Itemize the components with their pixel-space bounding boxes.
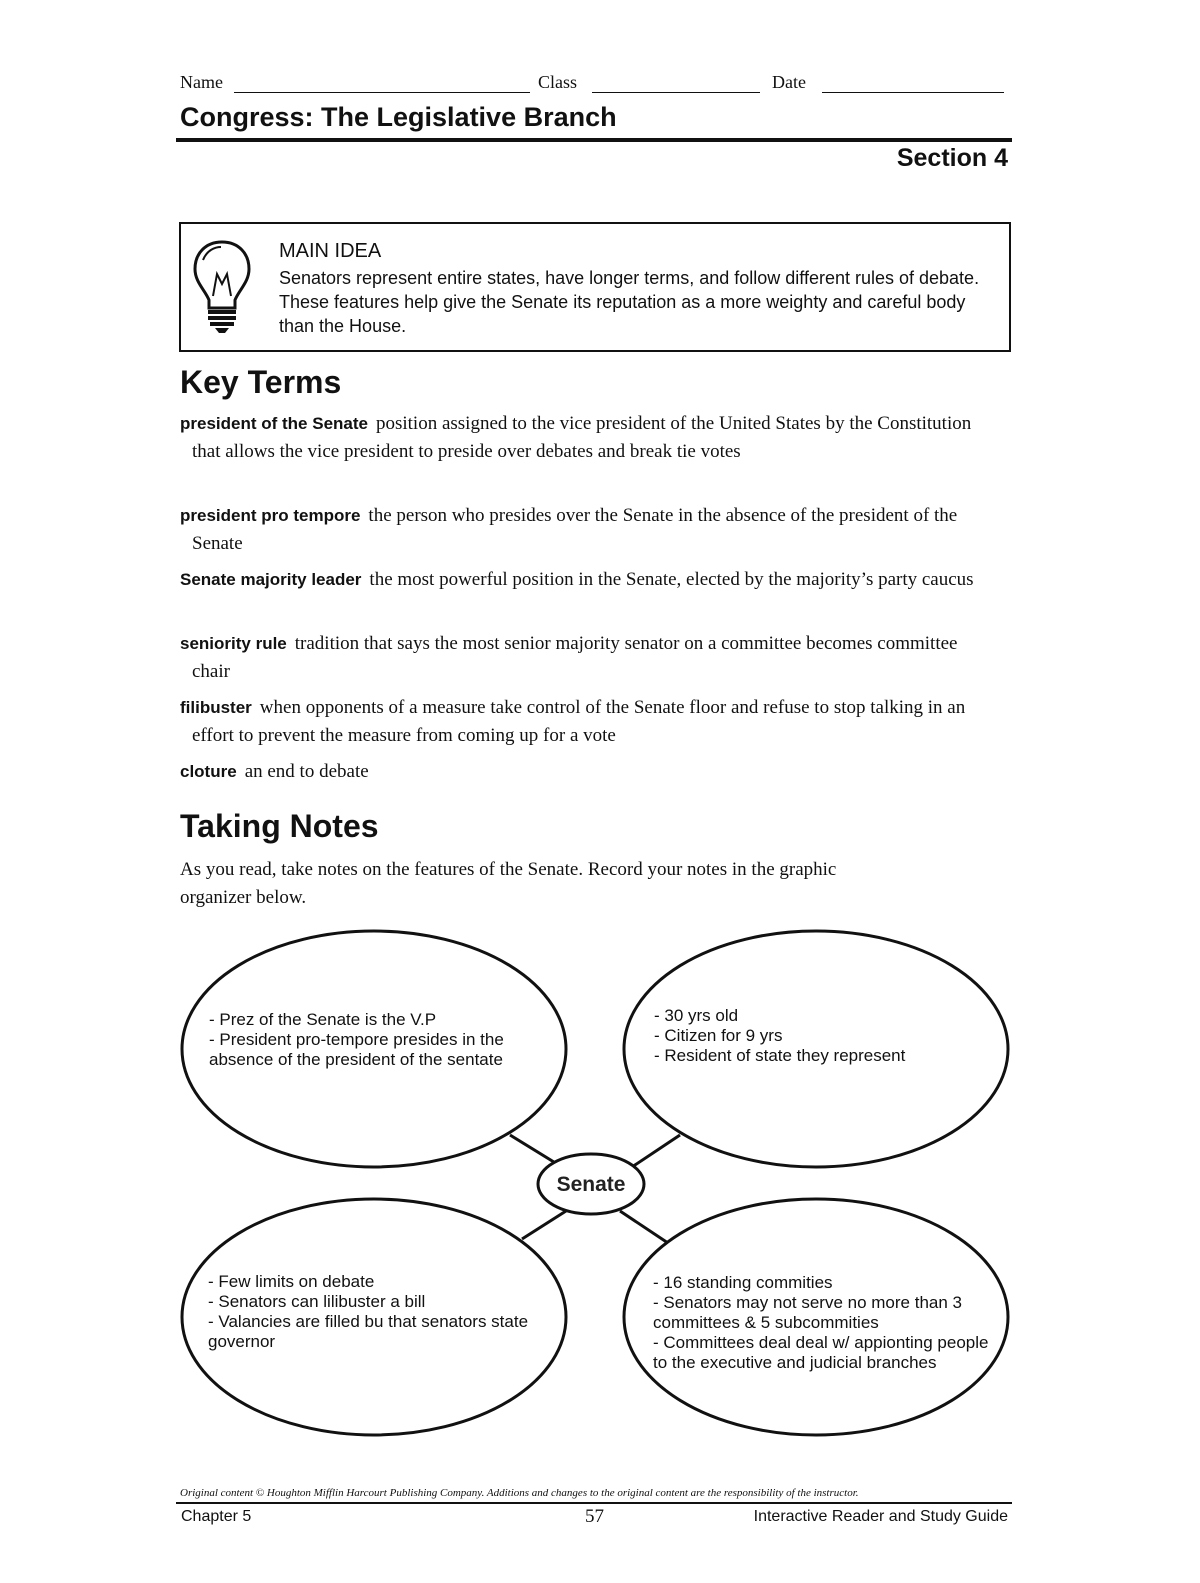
- taking-notes-instructions: As you read, take notes on the features of the Senate. Record your notes in the graphic organizer below.: [180, 859, 837, 908]
- main-idea-box: [179, 222, 1011, 352]
- term-definition: tradition that says the most senior majority senator on a committee becomes committee chair: [192, 633, 958, 682]
- name-field[interactable]: [234, 92, 530, 93]
- page-number: 57: [585, 1506, 604, 1527]
- key-term: [180, 630, 1000, 686]
- connector-bottom-right: [620, 1211, 668, 1243]
- term-name: Senate majority leader: [180, 570, 362, 589]
- key-terms-heading: Key Terms: [180, 364, 342, 400]
- note-top-right[interactable]: - 30 yrs old - Citizen for 9 yrs - Resident of state they represent: [654, 1006, 906, 1065]
- term-definition: when opponents of a measure take control of the Senate floor and refuse to stop talking in an effort to prevent the measure from coming up for a vote: [192, 697, 966, 746]
- key-term: [180, 410, 1000, 466]
- key-term: [180, 758, 1000, 786]
- term-name: filibuster: [180, 698, 252, 717]
- term-name: cloture: [180, 762, 237, 781]
- key-term: [180, 694, 1000, 750]
- center-label: Senate: [556, 1173, 626, 1196]
- copyright-credit: Original content © Houghton Mifflin Harcourt Publishing Company. Additions and changes to the original content are the responsibility of the instructor.: [180, 1487, 859, 1499]
- note-bottom-right[interactable]: - 16 standing commities - Senators may not serve no more than 3 committees & 5 subcommities - Committees deal deal w/ appionting people to the executive and judicial branches: [653, 1273, 989, 1372]
- header-fields: [180, 72, 1008, 98]
- main-idea-text: Senators represent entire states, have longer terms, and follow different rules of debate. These features help give the Senate its reputation as a more weighty and careful body than the House.: [279, 268, 980, 336]
- term-definition: an end to debate: [244, 761, 369, 782]
- footer-book-title: Interactive Reader and Study Guide: [753, 1508, 1008, 1525]
- main-idea-heading: MAIN IDEA: [279, 240, 382, 262]
- note-bottom-left[interactable]: - Few limits on debate - Senators can lilibuster a bill - Valancies are filled bu that senators state governor: [208, 1272, 529, 1351]
- lightbulb-icon: [191, 236, 253, 336]
- class-field[interactable]: [592, 92, 760, 93]
- page-title: Congress: The Legislative Branch: [180, 102, 617, 132]
- key-term: [180, 566, 1000, 594]
- key-term: [180, 502, 1000, 558]
- footer-divider: [176, 1502, 1012, 1504]
- date-label: Date: [772, 72, 806, 92]
- name-label: Name: [180, 72, 223, 92]
- taking-notes-heading: Taking Notes: [180, 808, 379, 844]
- term-name: president of the Senate: [180, 414, 368, 433]
- title-divider: [176, 138, 1012, 142]
- section-label: Section 4: [896, 144, 1008, 172]
- connector-top-right: [632, 1135, 680, 1167]
- connector-bottom-left: [522, 1211, 566, 1239]
- footer-chapter: Chapter 5: [181, 1508, 252, 1525]
- date-field[interactable]: [822, 92, 1004, 93]
- class-label: Class: [538, 72, 578, 92]
- term-definition: position assigned to the vice president of the United States by the Constitution that allows the vice president to preside over debates and break tie votes: [192, 413, 972, 462]
- term-name: president pro tempore: [180, 506, 361, 525]
- note-top-left[interactable]: - Prez of the Senate is the V.P - President pro-tempore presides in the absence of the president of the sentate: [209, 1010, 504, 1069]
- term-name: seniority rule: [180, 634, 287, 653]
- term-definition: the person who presides over the Senate in the absence of the president of the Senate: [192, 505, 958, 554]
- term-definition: the most powerful position in the Senate, elected by the majority’s party caucus: [369, 569, 974, 590]
